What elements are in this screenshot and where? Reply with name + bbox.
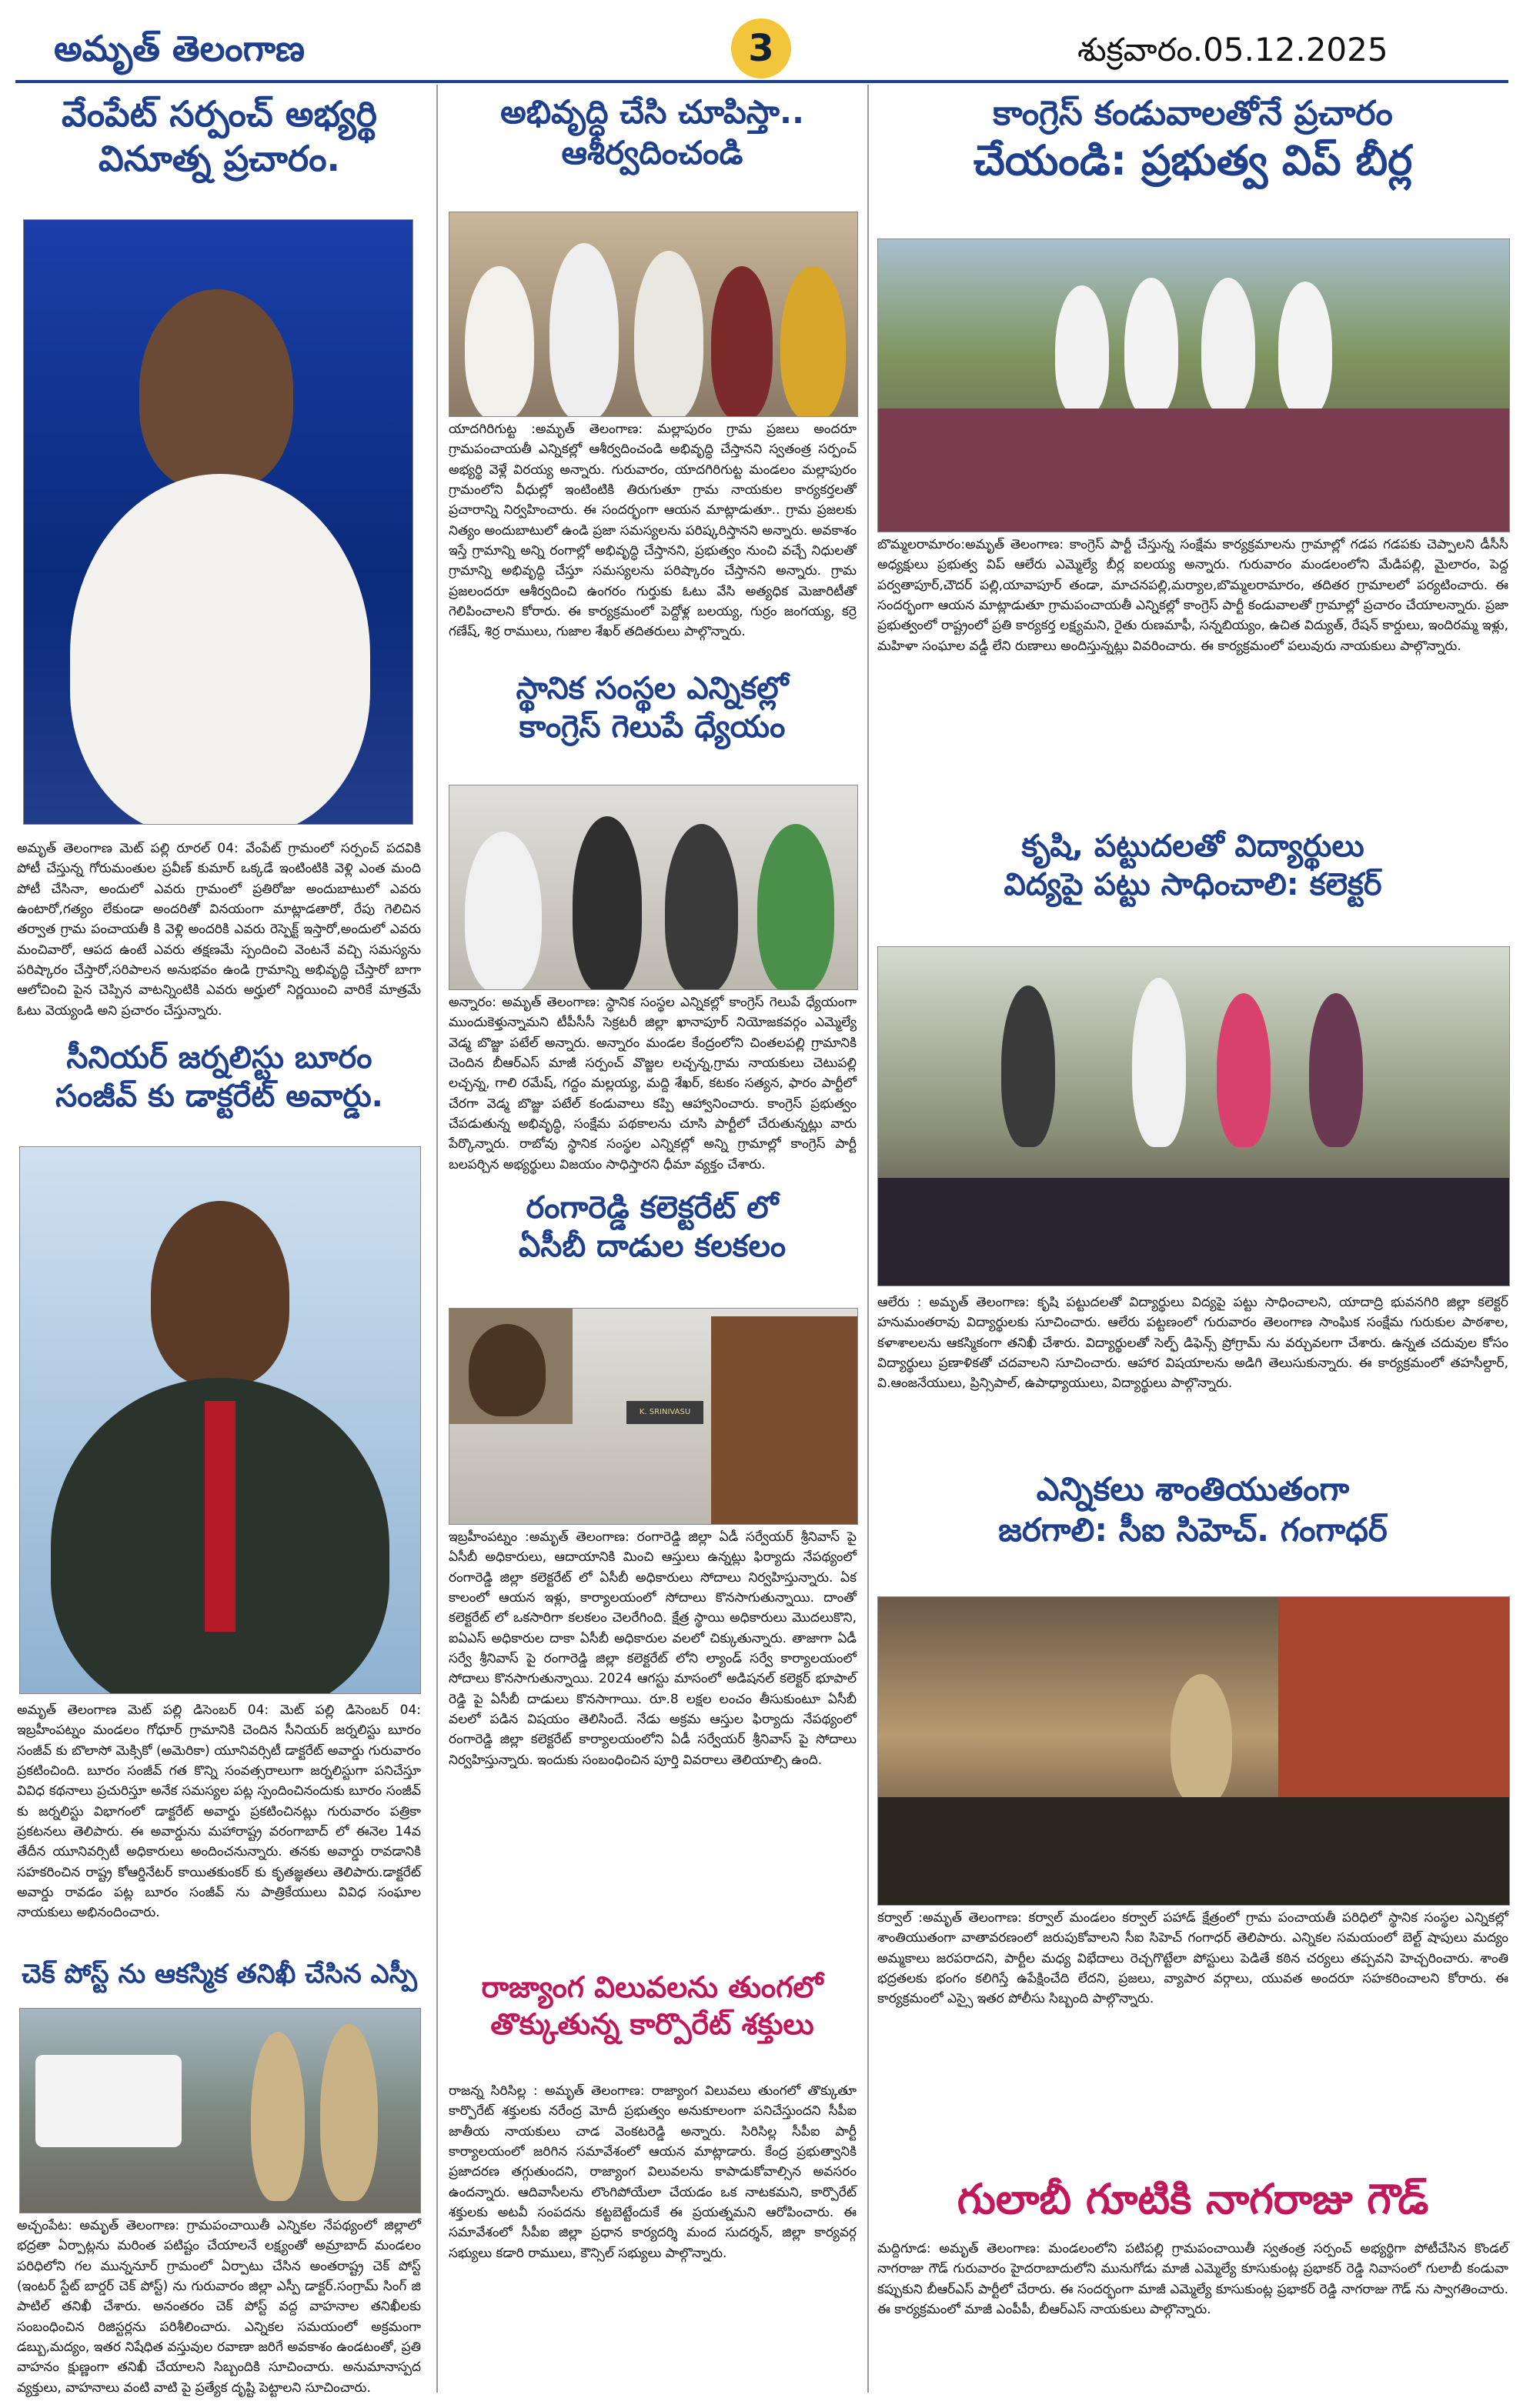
checkpost-photo xyxy=(19,2008,421,2213)
article-peaceful-elections xyxy=(873,1469,1512,1550)
headline: స్థానిక సంస్థల ఎన్నికల్లో xyxy=(516,671,789,706)
article-congress-victory xyxy=(443,669,862,746)
article-doctorate-award xyxy=(8,1039,431,1116)
article-corporate-forces xyxy=(443,1969,862,2043)
headline: ఆశీర్వదించండి xyxy=(561,133,743,172)
campaign-group-photo xyxy=(449,212,858,417)
headline: జరగాలి: సీఐ సిహెచ్. గంగాధర్ xyxy=(998,1510,1388,1549)
headline: తొక్కుతున్న కార్పొరేట్ శక్తులు xyxy=(490,2006,814,2041)
paper-name: అమృత్ తెలంగాణ xyxy=(54,28,305,69)
article-sarpanch-campaign xyxy=(8,92,431,181)
headline: ఎన్నికలు శాంతియుతంగా xyxy=(1036,1470,1350,1508)
headline: ఏసీబీ దాడుల కలకలం xyxy=(518,1229,787,1264)
article-body: అన్నారం: అమృత్ తెలంగాణ: స్థానిక సంస్థల ఎన్నికల్లో కాంగ్రెస్ గెలుపే ధ్యేయంగా ముందుకెళ్తున్నామని టీపీసీసీ సెక్రటరీ జిల్లా ఖానాపూర్ నియోజకవర్గం ఎమ్మెల్యే వెడ్మ బొజ్జు పటేల్ అన్నారు. అన్నారం మండల కేంద్రంలోని చింతలపల్లి గ్రామానికి చెందిన బీఆర్ఎస్ మాజీ సర్పంచ్ వొజ్జల లచ్చన్న,గ్రామ నాయకులు చెటుపల్లి లచ్చన్న, గాలి రమేష్, గద్దం మల్లయ్య, మద్ది శేఖర్, కటకం సత్యన, ఫారం పార్టీలో చేరగా వెడ్మ బొజ్జు పటేల్ కండువాలు కప్పి ఆహ్వానించారు. కాంగ్రెస్ ప్రభుత్వం చేపడుతున్న అభివృద్ధి, సంక్షేమ పథకాలను చూసి పార్టీలో చేరుతున్నట్లు వారు పేర్కొన్నారు. రాబోవు స్థానిక సంస్థల ఎన్నికల్లో అన్ని గ్రామాల్లో కాంగ్రెస్ పార్టీ బలపర్చిన అభ్యర్థులు విజయం సాధిస్తారని ధీమా వ్యక్తం చేశారు. xyxy=(449,995,857,1172)
article-body: బొమ్మలరామారం:అమృత్ తెలంగాణ: కాంగ్రెస్ పార్టీ చేస్తున్న సంక్షేమ కార్యక్రమాలను గ్రామాల్లో గడప గడపకు చెప్పాలని డీసీసీ అధ్యక్షులు ప్రభుత్వ విప్ ఆలేరు ఎమ్మెల్యే బీర్ల ఐలయ్య అన్నారు. గురువారం మండలంలోని మేడిపల్లి, మైలారం, పెద్ద పర్వతాపూర్,చౌదర్ పల్లి,యావాపూర్ తండా, మాచనపల్లి,మర్యాల,బొమ్మలరామారం, తదితర గ్రామాలలో పర్యటించారు. ఈ సందర్భంగా ఆయన మాట్లాడుతూ గ్రామపంచాయతీ ఎన్నికల్లో కాంగ్రెస్ పార్టీ కండువాలతో గ్రామాల్లో ప్రచారం చేయాలన్నారు. ప్రజా ప్రభుత్వంలో రాష్ట్రంలో ప్రతి కార్యకర్త లక్ష్యమని, రైతు రుణమాఫీ, సన్నబియ్యం, ఉచిత విద్యుత్, రేషన్ కార్డులు, ఇందిరమ్మ ఇళ్లు, మహిళా సంఘాల వడ్డీ లేని రుణాలు అందిస్తున్నట్లు వివరించారు. ఈ కార్యక్రమంలో పలువురు నాయకులు పాల్గొన్నారు. xyxy=(877,537,1508,654)
article-acb-raid xyxy=(443,1189,862,1266)
article-development-promise xyxy=(443,92,862,173)
campaign-crowd-photo xyxy=(877,238,1510,532)
masthead xyxy=(0,0,1523,75)
article-brs-joining xyxy=(873,2173,1512,2226)
article-checkpost-inspection xyxy=(8,1958,431,1991)
headline: కాంగ్రెస్ గెలుపే ధ్యేయం xyxy=(519,709,786,745)
headline: చేయండి: ప్రభుత్వ విప్ బీర్ల xyxy=(973,136,1413,185)
headline: వేంపేట్ సర్పంచ్ అభ్యర్థి xyxy=(62,93,377,135)
school-hall-photo xyxy=(877,946,1510,1286)
journalist-portrait-photo xyxy=(19,1146,421,1694)
headline: అభివృద్ధి చేసి చూపిస్తా.. xyxy=(500,93,804,131)
headline: రాజ్యాంగ విలువలను తుంగలో xyxy=(481,1970,823,2004)
party-joining-photo xyxy=(449,785,858,990)
article-body: అమృత్ తెలంగాణ మెట్ పల్లి డిసెంబర్ 04: మెట్ పల్లి డిసెంబర్ 04: ఇబ్రహీంపట్నం మండలం గోధూర్ గ్రామానికి చెందిన సీనియర్ జర్నలిస్టు బూరం సంజీవ్ కు బొలాసో మెక్సికో (అమెరికా) యూనివర్సిటీ డాక్టరేట్ అవార్డు గురువారం ప్రకటించింది. బూరం సంజీవ్ గత కొన్ని సంవత్సరాలుగా జర్నలిస్టుగా పనిచేస్తూ వివిధ కథనాలు ప్రచురిస్తూ అనేక సమస్యల పట్ల స్పందించినందుకు బూరం సంజీవ్ కు జర్నలిస్టు విభాగంలో డాక్టరేట్ అవార్డు ప్రకటించినట్లు గురువారం పత్రికా ప్రకటనలు తెలిపారు. ఈ అవార్డును మహారాష్ట్ర వరంగాబాద్ లో ఈనెల 14వ తేదీన యూనివర్సిటీ అధికారులు అందించనున్నారు. తనకు అవార్డు రావడానికి సహకరించిన రాష్ట్ర కోఆర్డినేటర్ కాయితకుంకర్ కు కృతజ్ఞతలు తెలిపారు.డాక్టరేట్ అవార్డు రావడం పట్ల బూరం సంజీవ్ ను పాత్రికేయులు వివిధ సంఘాల నాయకులు అభినందించారు. xyxy=(17,1703,421,1921)
nameplate: K. SRINIVASU xyxy=(626,1401,703,1424)
candidate-portrait-photo xyxy=(23,219,413,825)
headline: సీనియర్ జర్నలిస్టు బూరం xyxy=(66,1040,372,1076)
article-body: ఆలేరు : అమృత్ తెలంగాణ: కృషి పట్టుదలతో విద్యార్థులు విద్యపై పట్టు సాధించాలని, యాదాద్రి భువనగిరి జిల్లా కలెక్టర్ హనుమంతరావు విద్యార్థులకు సూచించారు. ఆలేరు పట్టణంలో గురువారం తెలంగాణ సాంఘిక సంక్షేమ గురుకుల పాఠశాల, కళాశాలలను ఆకస్మికంగా తనిఖీ చేశారు. విద్యార్థులతో సెల్ఫ్ డిఫెన్స్ ప్రోగ్రామ్ ను వర్చువలగా చేశారు. ఉన్నత చదువుల కోసం విద్యార్థులు ప్రణాళికతో చదవాలని సూచించారు. ఆహార విషయాలను అడిగి తెలుసుకున్నారు. ఈ కార్యక్రమంలో తహసీల్దార్, వి.ఆంజనేయులు, ప్రిన్సిపాల్, ఉపాధ్యాయులు, విద్యార్థులు పాల్గొన్నారు. xyxy=(877,1295,1508,1392)
headline: వినూత్న ప్రచారం. xyxy=(99,137,340,179)
headline: సంజీవ్ కు డాక్టరేట్ అవార్డు. xyxy=(55,1079,383,1114)
article-body: ఇబ్రహీంపట్నం :అమృత్ తెలంగాణ: రంగారెడ్డి జిల్లా ఏడీ సర్వేయర్ శ్రీనివాస్ పై ఏసీబీ అధికారులు, ఆదాయానికి మించి ఆస్తులు ఉన్నట్లు ఫిర్యాదు నేపథ్యంలో రంగారెడ్డి జిల్లా కలెక్టరేట్ లో ఏసీబీ అధికారులు సోదాలు నిర్వహిస్తున్నారు. ఏక కాలంలో ఆయన ఇళ్లు, కార్యాలయంలో సోదాలు కొనసాగుతున్నాయి. దాంతో కలెక్టరేట్ లో ఒకసారిగా కలకలం చెలరేగింది. క్షేత్ర స్థాయి అధికారులు మొదలుకొని, ఐఏఎస్ అధికారుల దాకా ఏసీబీ అధికారుల వలలో చిక్కుతున్నారు. తాజాగా ఏడీ సర్వే శ్రీనివాస్ పై రంగారెడ్డి జిల్లా కలెక్టరేట్ లోని ల్యాండ్ సర్వే కార్యాలయంలో సోదాలు కొనసాగుతున్నాయి. 2024 ఆగస్టు మాసంలో అడిషనల్ కలెక్టర్ భూపాల్ రెడ్డి పై ఏసీబీ దాడులు కొనసాగాయి. రూ.8 లక్షల లంచం తీసుకుంటూ ఏసీబీ వలలో పడిన విషయం తెలిసిందే. నేడు అక్రమ ఆస్తుల ఫిర్యాదు నేపథ్యంలో రంగారెడ్డి జిల్లా కలెక్టరేట్ కార్యాలయంలోని ఏడీ సర్వేయర్ శ్రీనివాస్ పై సోదాలు నిర్వహిస్తున్నారు. ఇందుకు సంబంధించిన పూర్తి వివరాలు తెలియాల్సి ఉంది. xyxy=(449,1529,857,1768)
headline: గులాబీ గూటికి నాగరాజు గౌడ్ xyxy=(957,2175,1429,2223)
article-collector-visit xyxy=(873,827,1512,904)
article-body: మద్దిగూడ: అమృత్ తెలంగాణ: మండలంలోని పటిపల్లి గ్రామపంచాయితీ స్వతంత్ర సర్పంచ్ అభ్యర్థిగా పోటీచేసిన కొండల్ నాగరాజు గౌడ్ గురువారం హైదరాబాదులోని మునుగోడు మాజీ ఎమ్మెల్యే కూసుకుంట్ల ప్రభాకర్ రెడ్డి నివాసంలో గులాబీ కండువా కప్పుకుని బీఆర్ఎస్ పార్టీలో చేరారు. ఈ సందర్భంగా మాజీ ఎమ్మెల్యే కూసుకుంట్ల ప్రభాకర్ రెడ్డి నాగరాజు గౌడ్ ను స్వాగతించారు. ఈ కార్యక్రమంలో మాజీ ఎంపీపీ, బీఆర్ఎస్ నాయకులు పాల్గొన్నారు. xyxy=(877,2241,1508,2318)
headline: విద్యపై పట్టు సాధించాలి: కలెక్టర్ xyxy=(1004,867,1382,902)
masthead-rule xyxy=(15,80,1508,83)
issue-date: శుక్రవారం.05.12.2025 xyxy=(1077,31,1388,68)
page-number-badge: 3 xyxy=(731,18,791,78)
article-body: అచ్చంపేట: అమృత్ తెలంగాణ: గ్రామపంచాయితీ ఎన్నికల నేపథ్యంలో జిల్లాలో భద్రతా ఏర్పాట్లను మరింత పటిష్టం చేయాలనే లక్ష్యంతో అమ్రాబాద్ మండలం పరిధిలోని గల మున్ననూర్ గ్రామంలో ఏర్పాటు చేసిన అంతరాష్ట్ర చెక్ పోస్ట్ (ఇంటర్ స్టేట్ బార్డర్ చెక్ పోస్ట్) ను గురువారం జిల్లా ఎస్పీ డాక్టర్.సంగ్రామ్ సింగ్ జి పాటిల్ తనిఖీ చేశారు. అనంతరం చెక్ పోస్ట్ వద్ద వాహనాల తనిఖీలకు సంబంధించిన రిజిస్టర్లను పరిశీలించారు. ఎన్నికల సమయంలో అక్రమంగా డబ్బు,మద్యం, ఇతర నిషేధిత వస్తువుల రవాణా జరిగే అవకాశం ఉండటంతో, ప్రతి వాహనం క్షుణ్ణంగా తనిఖీ చేయాలని సిబ్బందికి సూచించారు. అనుమానాస్పద వ్యక్తులు, వాహనాలు వంటి వాటి పై ప్రత్యేక దృష్టి పెట్టాలని సూచించారు. xyxy=(17,2218,421,2396)
collectorate-office-photo xyxy=(449,1308,858,1525)
police-meeting-photo xyxy=(877,1596,1510,1906)
headline: రంగారెడ్డి కలెక్టరేట్ లో xyxy=(526,1190,779,1226)
column-divider xyxy=(867,85,869,2393)
headline: చెక్ పోస్ట్ ను ఆకస్మిక తనిఖీ చేసిన ఎస్పీ xyxy=(22,1959,417,1989)
article-body: రాజన్న సిరిసిల్ల : అమృత్ తెలంగాణ: రాజ్యాంగ విలువలు తుంగలో తొక్కుతూ కార్పొరేట్ శక్తులకు నరేంద్ర మోదీ ప్రభుత్వం అనుకూలంగా పనిచేస్తుందని సీపీఐ జాతీయ నాయకులు చాడ వెంకటరెడ్డి అన్నారు. సిరిసిల్ల సీపీఐ పార్టీ కార్యాలయంలో జరిగిన సమావేశంలో ఆయన మాట్లాడారు. కేంద్ర ప్రభుత్వానికి ప్రజాదరణ తగ్గుతుందని, రాజ్యాంగ విలువలను కాపాడుకోవాల్సిన అవసరం ఉందన్నారు. ఆదివాసీలను లొంగిపోయేలా చేయడం ఒక నాటకమని, కార్పొరేట్ శక్తులకు అటవీ సంపదను కట్టబెట్టేందుకే ఈ ప్రయత్నమని ఆరోపించారు. ఈ సమావేశంలో సీపీఐ జిల్లా ప్రధాన కార్యదర్శి మంద సుదర్శన్, జిల్లా కార్యవర్గ సభ్యులు కడారి రాములు, కౌన్సిల్ సభ్యులు పాల్గొన్నారు. xyxy=(449,2083,857,2261)
article-congress-campaign xyxy=(873,92,1512,187)
headline: కాంగ్రెస్ కండువాలతోనే ప్రచారం xyxy=(993,94,1393,133)
article-body: అమృత్ తెలంగాణ మెట్ పల్లి రూరల్ 04: వేంపేట్ గ్రామంలో సర్పంచ్ పదవికి పోటీ చేస్తున్న గోరుమంతుల ప్రవీణ్ కుమార్ ఒక్కడే ఇంటింటికి వెళ్లి ఎంత మంది పోటీ చేసినా, అందులో ఎవరు గ్రామంలో ప్రతిరోజు అందుబాటులో ఎవరు ఉంటారో,గత్యం లేకుండా అందరితో వినయంగా మాట్లాడతారో, రేపు గెలిచిన తర్వాత గ్రామ పంచాయతీ కి వెళ్లి అందరికి ఎవరు రెస్పెక్ట్ ఇస్తారో,అందులో ఎవరు మంచివారో, ఆపద ఉంటే ఎవరు తక్షణమే స్పందించి వెంటనే వచ్చి సమస్యను పరిష్కారం చేస్తారో,సరిపాలన అనుభవం ఉండి గ్రామాన్ని అభివృద్ధి చేస్తారో బాగా ఆలోచించి పైన చెప్పిన వాటన్నింటికి ఎవరు అర్హులో నిర్ణయించి వారికే మాత్రమే ఓటు వెయ్యండి అని ప్రచారం చేస్తున్నారు. xyxy=(17,841,421,1019)
headline: కృషి, పట్టుదలతో విద్యార్థులు xyxy=(1021,829,1364,864)
column-divider xyxy=(436,85,438,2393)
article-body: కర్వాల్ :అమృత్ తెలంగాణ: కర్వాల్ మండలం కర్వాల్ పహాడ్ క్షేత్రంలో గ్రామ పంచాయతీ పరిధిలో స్థానిక సంస్థల ఎన్నికల్లో శాంతియుతంగా వాతావరణంలో జరుపుకోవాలని సీఐ సిహెచ్ గంగాధర్ తెలిపారు. ఎన్నికల సమయంలో బెల్ట్ షాపులు మద్యం అమ్మకాలు జరపరాదని, పార్టీల మధ్య విభేదాలు రెచ్చగొట్టేలా పోస్టులు పెడితే కఠిన చర్యలు తప్పవని హెచ్చరించారు. శాంతి భద్రతలకు భంగం కలిగిస్తే ఉపేక్షించేది లేదని, ప్రజలు, వ్యాపార వర్గాలు, యువత అందరూ సహకరించాలని కోరారు. ఈ కార్యక్రమంలో ఎస్సై ఇతర పోలీసు సిబ్బంది పాల్గొన్నారు. xyxy=(877,1910,1508,2007)
article-body: యాదగిరిగుట్ట :అమృత్ తెలంగాణ: మల్లాపురం గ్రామ ప్రజలు అందరూ గ్రామపంచాయతీ ఎన్నికల్లో ఆశీర్వదించండి అభివృద్ధి చేస్తానని స్వతంత్ర సర్పంచ్ అభ్యర్థి వెళ్లే విరయ్య అన్నారు. గురువారం, యాదగిరిగుట్ట మండలం మల్లాపురం గ్రామంలోని వీధుల్లో ఇంటింటికి తిరుగుతూ గ్రామ నాయకుల కార్యకర్తలతో ప్రచారాన్ని నిర్వహించారు. ఈ సందర్భంగా ఆయన మాట్లాడుతూ.. గ్రామ ప్రజలకు నిత్యం అందుబాటులో ఉండి ప్రజా సమస్యలను పరిష్కరిస్తానని అన్నారు. అవకాశం ఇస్తే గ్రామాన్ని అన్ని రంగాల్లో అభివృద్ధి చేస్తానని, ప్రభుత్వం నుంచి వచ్చే నిధులతో గ్రామాన్ని అభివృద్ధి చేస్తూ సమస్యలను పరిష్కారం చేస్తానని అన్నారు. గ్రామ ప్రజలందరూ ఆశీర్వదించి ఉంగరం గుర్తుకు ఓటు వేసి అత్యధిక మెజారిటీతో గెలిపించాలని కోరారు. ఈ కార్యక్రమంలో పెద్దోళ్ల బలయ్య, గుర్రం జంగయ్య, కర్రె గణేష్, శిర్ర రాములు, గుజాల శేఖర్ తదితరులు పాల్గొన్నారు. xyxy=(449,422,857,640)
